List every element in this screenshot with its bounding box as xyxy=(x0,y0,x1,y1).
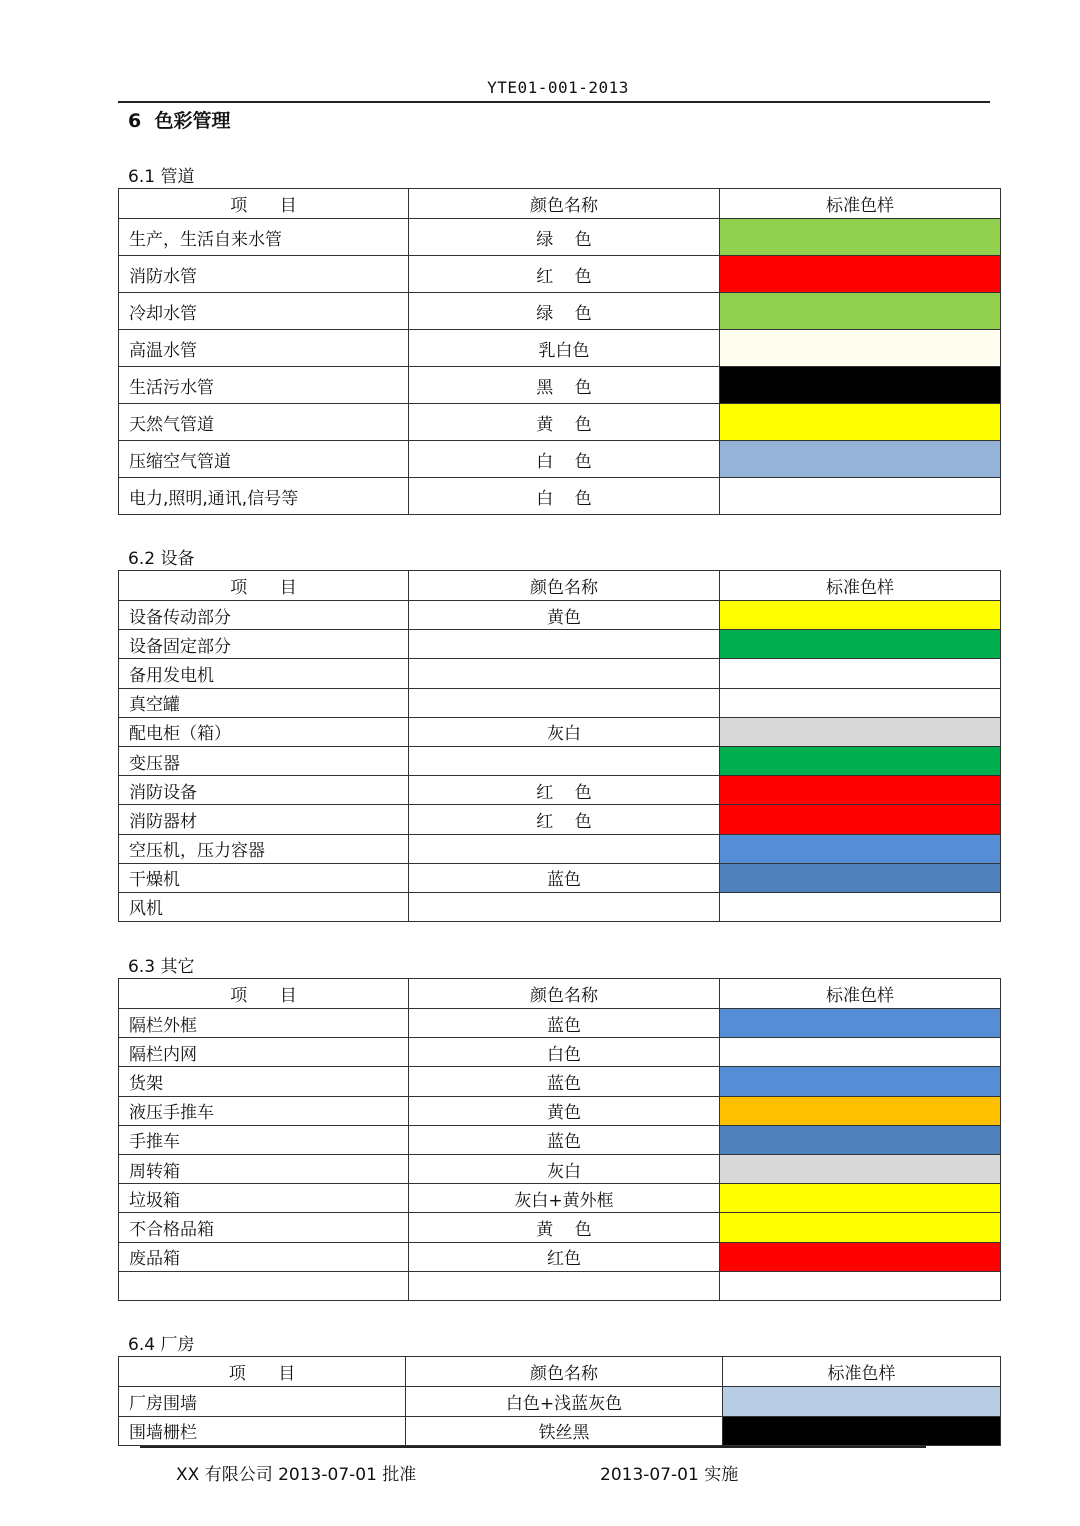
column-header-color-name: 颜色名称 xyxy=(409,189,720,219)
item-cell: 设备固定部分 xyxy=(119,630,409,659)
color-name-cell: 白 色 xyxy=(409,478,720,515)
table-row xyxy=(119,776,1001,805)
section-title: 6.3 其它 xyxy=(128,957,195,977)
column-header-item: 项 目 xyxy=(119,1357,406,1387)
item-cell: 干燥机 xyxy=(119,863,409,892)
color-name-cell: 红 色 xyxy=(409,776,720,805)
color-swatch xyxy=(720,717,1001,746)
footer-rule xyxy=(140,1446,926,1448)
item-cell: 货架 xyxy=(119,1067,409,1096)
color-name-cell: 白 色 xyxy=(409,441,720,478)
color-name-cell xyxy=(409,630,720,659)
item-cell: 设备传动部分 xyxy=(119,601,409,630)
color-swatch xyxy=(720,1242,1001,1271)
item-cell: 周转箱 xyxy=(119,1154,409,1183)
column-header-color-name: 颜色名称 xyxy=(409,571,720,601)
table-row xyxy=(119,219,1001,256)
color-name-cell xyxy=(409,659,720,688)
table-header-row xyxy=(119,189,1001,219)
table-row xyxy=(119,805,1001,834)
item-cell: 生活污水管 xyxy=(119,367,409,404)
item-cell: 冷却水管 xyxy=(119,293,409,330)
table-row xyxy=(119,367,1001,404)
column-header-swatch: 标准色样 xyxy=(720,189,1001,219)
color-swatch xyxy=(720,688,1001,717)
color-swatch xyxy=(720,1038,1001,1067)
color-swatch xyxy=(720,746,1001,775)
color-swatch xyxy=(720,256,1001,293)
item-cell: 电力,照明,通讯,信号等 xyxy=(119,478,409,515)
table-row xyxy=(119,1038,1001,1067)
footer-effective: 2013-07-01 实施 xyxy=(600,1465,739,1485)
color-name-cell: 黑 色 xyxy=(409,367,720,404)
color-table xyxy=(118,1356,1001,1446)
color-swatch xyxy=(720,805,1001,834)
table-row xyxy=(119,1096,1001,1125)
color-name-cell xyxy=(409,834,720,863)
color-swatch xyxy=(720,659,1001,688)
table-row xyxy=(119,1154,1001,1183)
section-title: 6.2 设备 xyxy=(128,549,195,569)
item-cell: 风机 xyxy=(119,892,409,921)
table-row xyxy=(119,293,1001,330)
table-row xyxy=(119,404,1001,441)
color-swatch xyxy=(720,1271,1001,1300)
color-name-cell: 绿 色 xyxy=(409,219,720,256)
item-cell: 隔栏外框 xyxy=(119,1009,409,1038)
table-row xyxy=(119,330,1001,367)
color-swatch xyxy=(720,1154,1001,1183)
color-swatch xyxy=(720,892,1001,921)
column-header-swatch: 标准色样 xyxy=(720,571,1001,601)
item-cell: 手推车 xyxy=(119,1125,409,1154)
color-swatch xyxy=(720,1096,1001,1125)
item-cell: 备用发电机 xyxy=(119,659,409,688)
color-name-cell: 灰白 xyxy=(409,1154,720,1183)
item-cell: 空压机，压力容器 xyxy=(119,834,409,863)
table-header-row xyxy=(119,1357,1001,1387)
color-name-cell xyxy=(409,892,720,921)
item-cell: 消防水管 xyxy=(119,256,409,293)
color-name-cell: 铁丝黑 xyxy=(406,1416,723,1446)
color-name-cell: 白色+浅蓝灰色 xyxy=(406,1387,723,1417)
color-name-cell: 蓝色 xyxy=(409,1125,720,1154)
item-cell: 消防设备 xyxy=(119,776,409,805)
table-row xyxy=(119,630,1001,659)
table-row xyxy=(119,601,1001,630)
color-name-cell xyxy=(409,746,720,775)
color-swatch xyxy=(720,478,1001,515)
color-name-cell: 灰白 xyxy=(409,717,720,746)
color-swatch xyxy=(723,1416,1001,1446)
item-cell: 高温水管 xyxy=(119,330,409,367)
column-header-item: 项 目 xyxy=(119,189,409,219)
color-name-cell: 黄 色 xyxy=(409,1213,720,1242)
item-cell: 隔栏内网 xyxy=(119,1038,409,1067)
color-name-cell: 灰白+黄外框 xyxy=(409,1184,720,1213)
color-swatch xyxy=(720,293,1001,330)
table-row xyxy=(119,1416,1001,1446)
color-name-cell: 黄 色 xyxy=(409,404,720,441)
color-swatch xyxy=(720,863,1001,892)
table-row xyxy=(119,1242,1001,1271)
table-row xyxy=(119,441,1001,478)
item-cell: 生产，生活自来水管 xyxy=(119,219,409,256)
table-row xyxy=(119,1009,1001,1038)
color-swatch xyxy=(720,404,1001,441)
item-cell xyxy=(119,1271,409,1300)
color-swatch xyxy=(720,630,1001,659)
color-name-cell: 绿 色 xyxy=(409,293,720,330)
table-row xyxy=(119,717,1001,746)
color-swatch xyxy=(720,1184,1001,1213)
table-row xyxy=(119,1271,1001,1300)
item-cell: 消防器材 xyxy=(119,805,409,834)
color-name-cell: 红 色 xyxy=(409,805,720,834)
item-cell: 真空罐 xyxy=(119,688,409,717)
table-row xyxy=(119,1125,1001,1154)
header-rule xyxy=(118,101,990,103)
column-header-item: 项 目 xyxy=(119,979,409,1009)
color-swatch xyxy=(720,1067,1001,1096)
item-cell: 不合格品箱 xyxy=(119,1213,409,1242)
column-header-color-name: 颜色名称 xyxy=(409,979,720,1009)
item-cell: 天然气管道 xyxy=(119,404,409,441)
column-header-item: 项 目 xyxy=(119,571,409,601)
table-header-row xyxy=(119,979,1001,1009)
color-swatch xyxy=(720,441,1001,478)
color-name-cell: 蓝色 xyxy=(409,1067,720,1096)
color-name-cell: 黄色 xyxy=(409,1096,720,1125)
color-swatch xyxy=(720,601,1001,630)
color-name-cell: 蓝色 xyxy=(409,863,720,892)
table-row xyxy=(119,1387,1001,1417)
section-title: 6.1 管道 xyxy=(128,167,195,187)
color-swatch xyxy=(720,834,1001,863)
table-row xyxy=(119,1067,1001,1096)
item-cell: 压缩空气管道 xyxy=(119,441,409,478)
table-row xyxy=(119,659,1001,688)
document-code: YTE01-001-2013 xyxy=(487,78,629,97)
color-name-cell xyxy=(409,1271,720,1300)
item-cell: 废品箱 xyxy=(119,1242,409,1271)
color-swatch xyxy=(723,1387,1001,1417)
color-name-cell: 白色 xyxy=(409,1038,720,1067)
column-header-color-name: 颜色名称 xyxy=(406,1357,723,1387)
color-swatch xyxy=(720,1213,1001,1242)
item-cell: 变压器 xyxy=(119,746,409,775)
item-cell: 围墙栅栏 xyxy=(119,1416,406,1446)
table-row xyxy=(119,688,1001,717)
table-header-row xyxy=(119,571,1001,601)
table-row xyxy=(119,256,1001,293)
item-cell: 配电柜（箱） xyxy=(119,717,409,746)
table-row xyxy=(119,863,1001,892)
table-row xyxy=(119,1213,1001,1242)
footer-approval: XX 有限公司 2013-07-01 批准 xyxy=(176,1465,417,1485)
color-swatch xyxy=(720,330,1001,367)
color-table xyxy=(118,188,1001,515)
table-row xyxy=(119,892,1001,921)
color-name-cell: 乳白色 xyxy=(409,330,720,367)
item-cell: 厂房围墙 xyxy=(119,1387,406,1417)
item-cell: 垃圾箱 xyxy=(119,1184,409,1213)
color-table xyxy=(118,570,1001,922)
color-name-cell: 蓝色 xyxy=(409,1009,720,1038)
color-name-cell: 黄色 xyxy=(409,601,720,630)
chapter-title: 6 色彩管理 xyxy=(128,110,231,132)
table-row xyxy=(119,1184,1001,1213)
table-row xyxy=(119,834,1001,863)
section-title: 6.4 厂房 xyxy=(128,1335,195,1355)
color-swatch xyxy=(720,1125,1001,1154)
column-header-swatch: 标准色样 xyxy=(720,979,1001,1009)
color-swatch xyxy=(720,1009,1001,1038)
color-swatch xyxy=(720,219,1001,256)
item-cell: 液压手推车 xyxy=(119,1096,409,1125)
color-swatch xyxy=(720,367,1001,404)
color-swatch xyxy=(720,776,1001,805)
color-name-cell xyxy=(409,688,720,717)
color-table xyxy=(118,978,1001,1301)
table-row xyxy=(119,478,1001,515)
table-row xyxy=(119,746,1001,775)
column-header-swatch: 标准色样 xyxy=(723,1357,1001,1387)
color-name-cell: 红色 xyxy=(409,1242,720,1271)
color-name-cell: 红 色 xyxy=(409,256,720,293)
